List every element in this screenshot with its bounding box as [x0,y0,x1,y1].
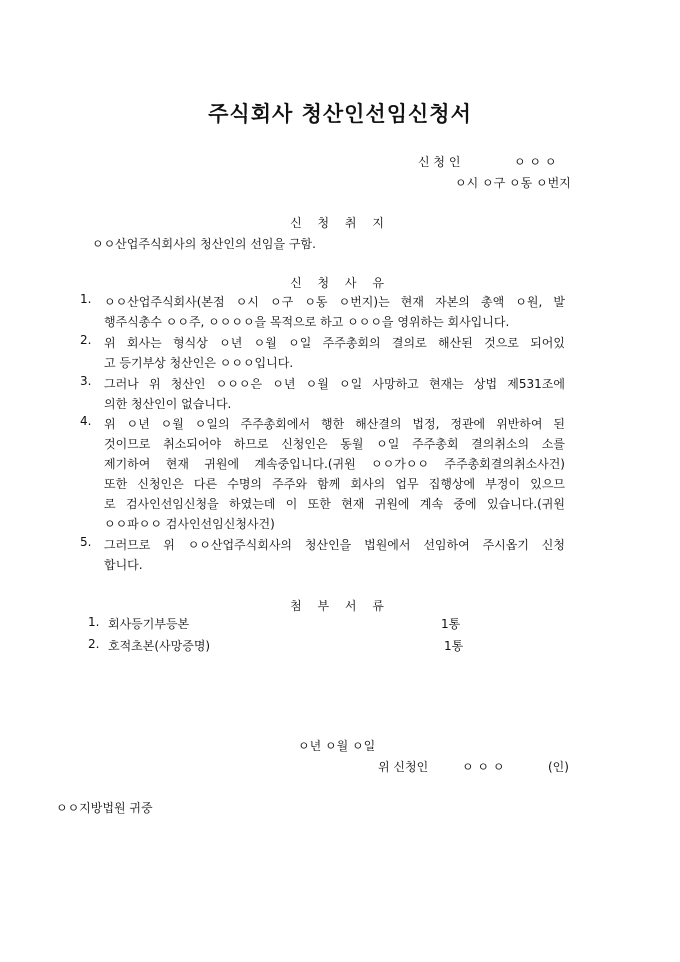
footer-date: ㅇ년 ㅇ월 ㅇ일 [298,739,376,753]
attachment-num: 2. [88,637,100,651]
reason-item [80,414,565,534]
reason-line: 것이므로 취소되어야 하므로 신청인은 동월 ㅇ일 주주총회 결의취소의 소를 [104,437,565,451]
court-addressee: ㅇㅇ지방법원 귀중 [56,801,153,815]
reason-item [80,374,565,414]
applicant-address: ㅇ시 ㅇ구 ㅇ동 ㅇ번지 [455,176,571,190]
reason-item [80,292,565,332]
reason-number: 4. [80,414,92,428]
attachments-heading: 첨 부 서 류 [290,599,390,613]
reason-line: 행주식총수 ㅇㅇ주, ㅇㅇㅇㅇ을 목적으로 하고 ㅇㅇㅇ을 영위하는 회사입니다. [104,315,510,329]
signer-name: ㅇ ㅇ ㅇ [462,760,505,774]
seal-mark: (인) [548,760,569,774]
reason-line: 합니다. [104,558,143,572]
reason-item [80,535,565,575]
reason-line: ㅇㅇ파ㅇㅇ 검사인선임신청사건) [104,517,275,531]
purpose-heading: 신 청 취 지 [290,216,390,230]
reason-item [80,333,565,373]
reasons-heading: 신 청 사 유 [290,276,390,290]
attachment-name: 호적초본(사망증명) [108,639,211,653]
reason-line: 위 ㅇ년 ㅇ월 ㅇ일의 주주총회에서 행한 해산결의 법정, 정관에 위반하여 된 [104,417,565,431]
reason-number: 3. [80,374,92,388]
attachment-count: 1통 [444,639,464,653]
reason-number: 2. [80,333,92,347]
reason-line: 그러나 위 청산인 ㅇㅇㅇ은 ㅇ년 ㅇ월 ㅇ일 사망하고 현재는 상법 제531조에 [104,377,565,391]
applicant-label: 신 청 인 [418,155,461,169]
page-title: 주식회사 청산인선임신청서 [208,101,472,126]
purpose-text: ㅇㅇ산업주식회사의 청산인의 선임을 구함. [92,237,316,251]
applicant-name: ㅇ ㅇ ㅇ [514,155,557,169]
attachment-count: 1통 [441,617,461,631]
reason-number: 5. [80,535,92,549]
reason-line: 고 등기부상 청산인은 ㅇㅇㅇ입니다. [104,356,294,370]
signer-label: 위 신청인 [378,760,429,774]
reason-line: 의한 청산인이 없습니다. [104,397,232,411]
reason-line: 또한 신청인은 다른 수명의 주주와 함께 회사의 업무 집행상에 부정이 있으므 [104,477,565,491]
reason-number: 1. [80,292,92,306]
reason-line: ㅇㅇ산업주식회사(본점 ㅇ시 ㅇ구 ㅇ동 ㅇ번지)는 현재 자본의 총액 ㅇ원, 발 [104,295,565,309]
reason-line: 그러므로 위 ㅇㅇ산업주식회사의 청산인을 법원에서 선임하여 주시옵기 신청 [104,538,565,552]
reason-line: 위 회사는 형식상 ㅇ년 ㅇ월 ㅇ일 주주총회의 결의로 해산된 것으로 되어있 [104,336,565,350]
attachment-num: 1. [88,615,100,629]
reason-line: 로 검사인선임신청을 하였는데 이 또한 현재 귀원에 계속 중에 있습니다.(귀원 [104,497,565,511]
reason-line: 제기하여 현재 귀원에 계속중입니다.(귀원 ㅇㅇ가ㅇㅇ 주주총회결의취소사건) [104,457,565,471]
attachment-name: 회사등기부등본 [108,617,190,631]
